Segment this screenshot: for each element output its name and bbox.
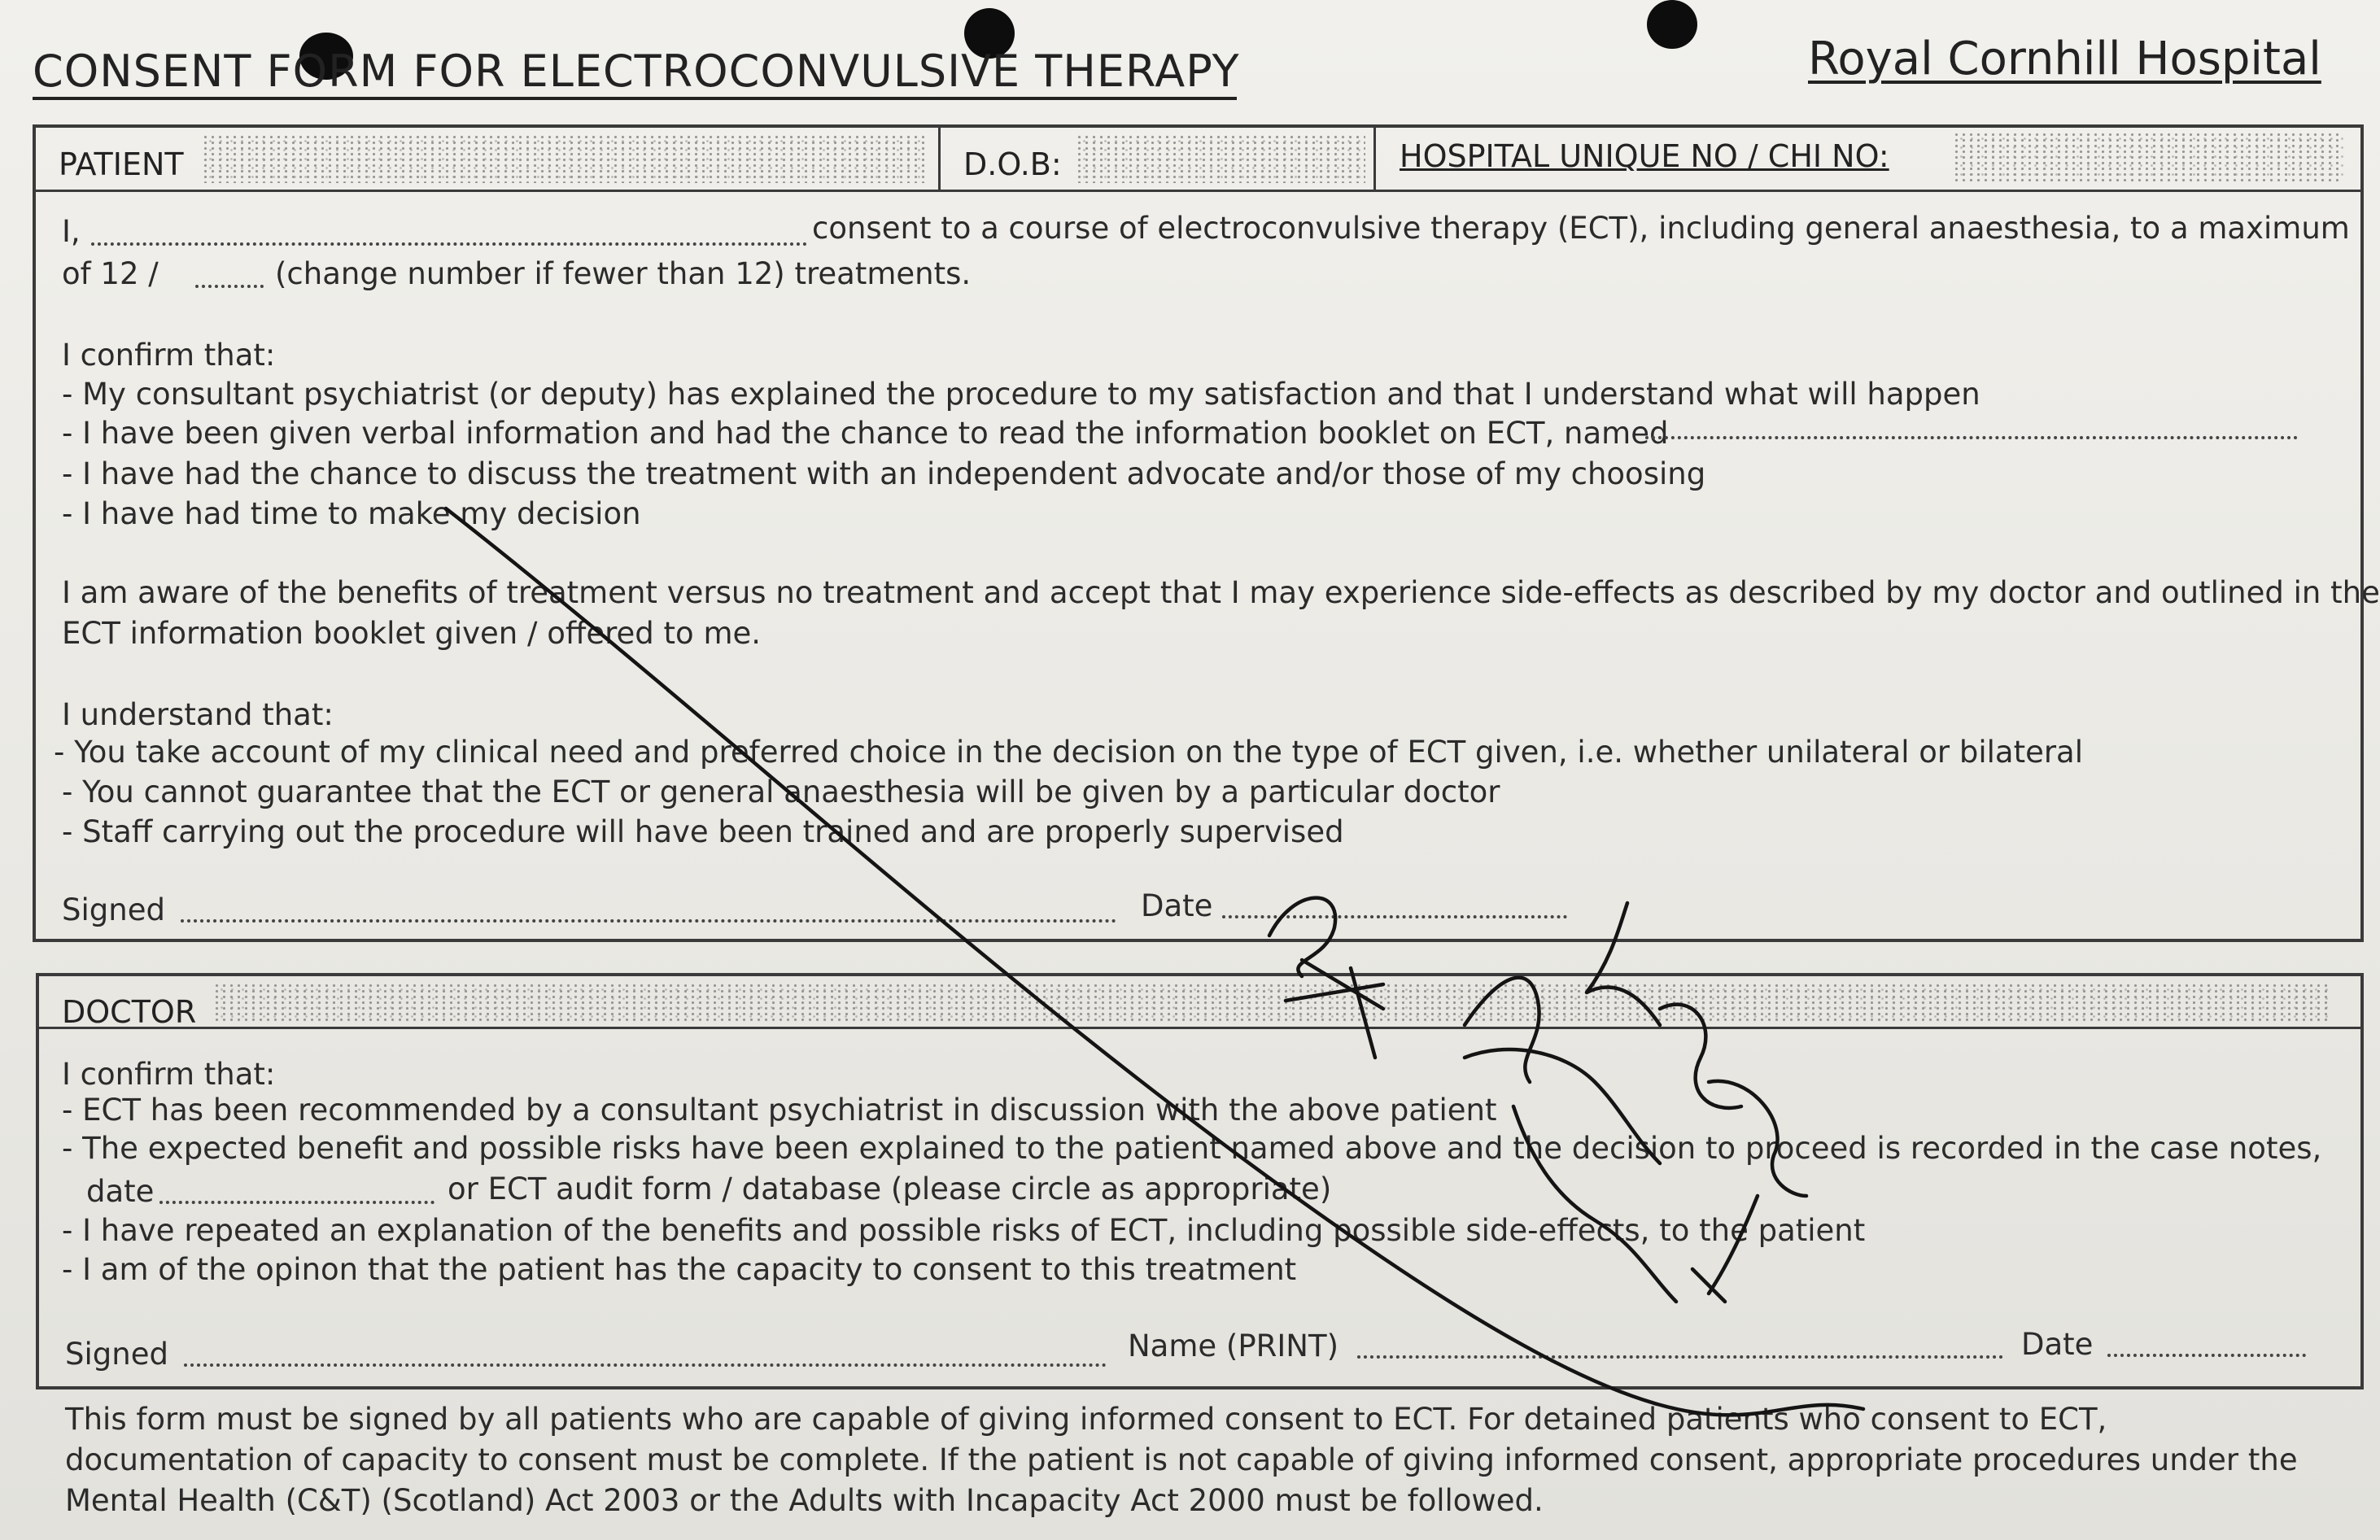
confirm-item: - I have been given verbal information and had the chance to read the information booklet on ECT, named [62, 416, 1669, 451]
understand-item: - You cannot guarantee that the ECT or general anaesthesia will be given by a particular doctor [62, 774, 1500, 809]
consent-line-end: consent to a course of electroconvulsive therapy (ECT), including general anaesthesia, to a maximum [812, 211, 2350, 246]
consent-line2-suffix: (change number if fewer than 12) treatments. [275, 256, 972, 291]
aware-statement: I am aware of the benefits of treatment versus no treatment and accept that I may experience side-effects as described by my doctor and outlined in the [62, 575, 2380, 610]
doctor-audit-option: or ECT audit form / database (please circle as appropriate) [448, 1171, 1332, 1206]
doctor-name-print-label: Name (PRINT) [1128, 1328, 1338, 1363]
patient-date-label: Date [1141, 888, 1213, 923]
scrawl-mark [1465, 1049, 1660, 1163]
scrawl-mark [1465, 978, 1539, 1082]
scrawl-mark [1513, 1106, 1676, 1302]
doctor-confirm-item: - I am of the opinon that the patient has the capacity to consent to this treatment [62, 1252, 1297, 1287]
hospital-name: Royal Cornhill Hospital [1808, 33, 2321, 85]
consent-line2-prefix: of 12 / [62, 256, 159, 291]
scrawl-mark [1660, 1005, 1741, 1108]
doctor-confirm-item: - ECT has been recommended by a consultant psychiatrist in discussion with the above patient [62, 1093, 1497, 1128]
patient-field-label: PATIENT [59, 146, 184, 182]
confirm-item: - I have had time to make my decision [62, 496, 641, 531]
patient-signed-label: Signed [62, 892, 165, 927]
scrawl-mark [1709, 1081, 1806, 1196]
confirm-item: - I have had the chance to discuss the treatment with an independent advocate and/or those of my choosing [62, 456, 1706, 491]
doctor-confirm-heading: I confirm that: [62, 1057, 276, 1092]
footer-note: This form must be signed by all patients who are capable of giving informed consent to ECT. For detained patients who consent to ECT, documentation of capacity to consent must be complete. If the patient is not capable of giving informed consent, appropriate procedures under the Mental Health (C&T) (Scotland) Act 2003 or the Adults with Incapacity Act 2000 must be followed. [65, 1402, 2298, 1518]
doctor-date-field-label: Date [2021, 1327, 2094, 1362]
understand-heading: I understand that: [62, 697, 334, 732]
aware-statement-cont: ECT information booklet given / offered to me. [62, 616, 762, 651]
form-title: CONSENT FORM FOR ELECTROCONVULSIVE THERAPY [33, 46, 1240, 97]
dob-field-label: D.O.B: [963, 146, 1062, 182]
scrawl-mark [1269, 898, 1335, 976]
confirm-heading: I confirm that: [62, 338, 276, 373]
doctor-confirm-item: - I have repeated an explanation of the benefits and possible risks of ECT, including possible side-effects, to the patient [62, 1213, 1866, 1248]
scrawl-mark [1692, 1196, 1758, 1302]
consent-line-start: I, [62, 214, 81, 249]
doctor-label: DOCTOR [62, 994, 197, 1030]
doctor-signed-label: Signed [65, 1337, 168, 1372]
scrawl-mark [1587, 903, 1660, 1025]
doctor-date-label: date [86, 1174, 155, 1209]
understand-item: - Staff carrying out the procedure will have been trained and are properly supervised [62, 814, 1344, 849]
understand-item: - You take account of my clinical need and preferred choice in the decision on the type of ECT given, i.e. whether unilateral or bilateral [54, 735, 2084, 770]
diagonal-strike-line [446, 508, 1863, 1415]
confirm-item: - My consultant psychiatrist (or deputy) has explained the procedure to my satisfaction and that I understand what will happen [62, 377, 1980, 412]
hospital-number-label-text: HOSPITAL UNIQUE NO / CHI NO: [1400, 138, 1889, 174]
doctor-confirm-item: - The expected benefit and possible risks have been explained to the patient named above and the decision to proceed is recorded in the case notes, [62, 1131, 2322, 1166]
